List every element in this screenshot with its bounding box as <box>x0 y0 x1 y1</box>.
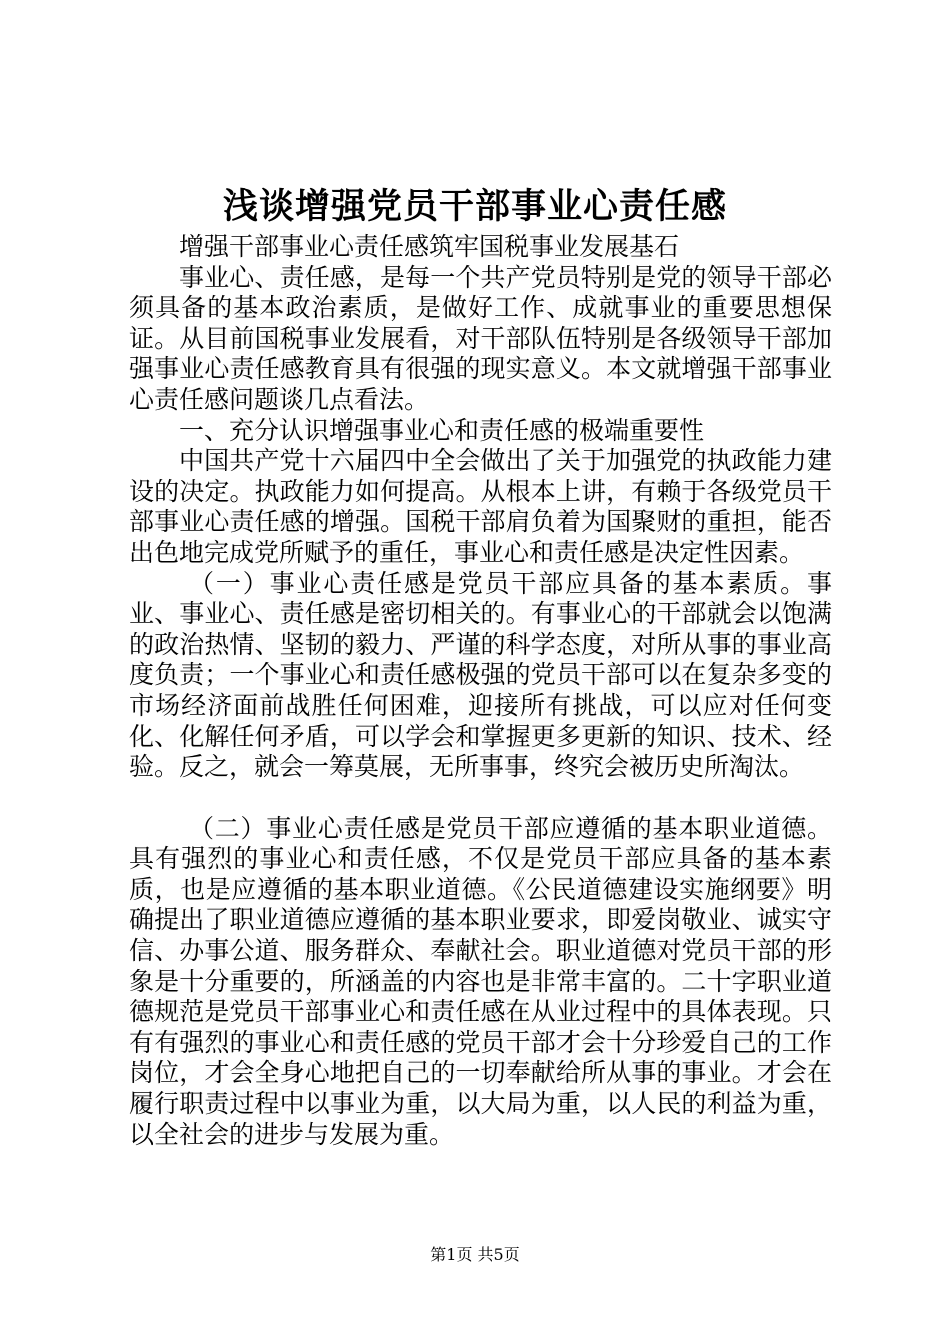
section-heading: 一、充分认识增强事业心和责任感的极端重要性 <box>179 415 705 445</box>
page-footer: 第1页 共5页 <box>430 1245 520 1264</box>
intro-paragraph: 事业心、责任感，是每一个共产党员特别是党的领导干部必须具备的基本政治素质，是做好工作、成就事业的重要思想保证。从目前国税事业发展看，对干部队伍特别是各级领导干部加强事业心责任感教育具有很强的现实意义。本文就增强干部事业心责任感问题谈几点看法。 <box>129 262 832 414</box>
subtitle-paragraph: 增强干部事业心责任感筑牢国税事业发展基石 <box>179 232 680 261</box>
document-title: 浅谈增强党员干部事业心责任感 <box>222 186 727 227</box>
body-paragraph: 中国共产党十六届四中全会做出了关于加强党的执政能力建设的决定。执政能力如何提高。从根本上讲，有赖于各级党员干部事业心责任感的增强。国税干部肩负着为国聚财的重担，能否出色地完成党所赋予的重任，事业心和责任感是决定性因素。 <box>129 446 832 567</box>
document-body <box>129 232 832 1150</box>
body-paragraph: （一）事业心责任感是党员干部应具备的基本素质。事业、事业心、责任感是密切相关的。有事业心的干部就会以饱满的政治热情、坚韧的毅力、严谨的科学态度，对所从事的事业高度负责；一个事业心和责任感极强的党员干部可以在复杂多变的市场经济面前战胜任何困难，迎接所有挑战，可以应对任何变化、化解任何矛盾，可以学会和掌握更多更新的知识、技术、经验。反之，就会一筹莫展，无所事事，终究会被历史所淘汰。 <box>129 568 832 782</box>
body-paragraph: （二）事业心责任感是党员干部应遵循的基本职业道德。具有强烈的事业心和责任感，不仅是党员干部应具备的基本素质，也是应遵循的基本职业道德。《公民道德建设实施纲要》明确提出了职业道德应遵循的基本职业要求，即爱岗敬业、诚实守信、办事公道、服务群众、奉献社会。职业道德对党员干部的形象是十分重要的，所涵盖的内容也是非常丰富的。二十字职业道德规范是党员干部事业心和责任感在从业过程中的具体表现。只有有强烈的事业心和责任感的党员干部才会十分珍爱自己的工作岗位，才会全身心地把自己的一切奉献给所从事的事业。才会在履行职责过程中以事业为重，以大局为重，以人民的利益为重，以全社会的进步与发展为重。 <box>129 813 832 1149</box>
